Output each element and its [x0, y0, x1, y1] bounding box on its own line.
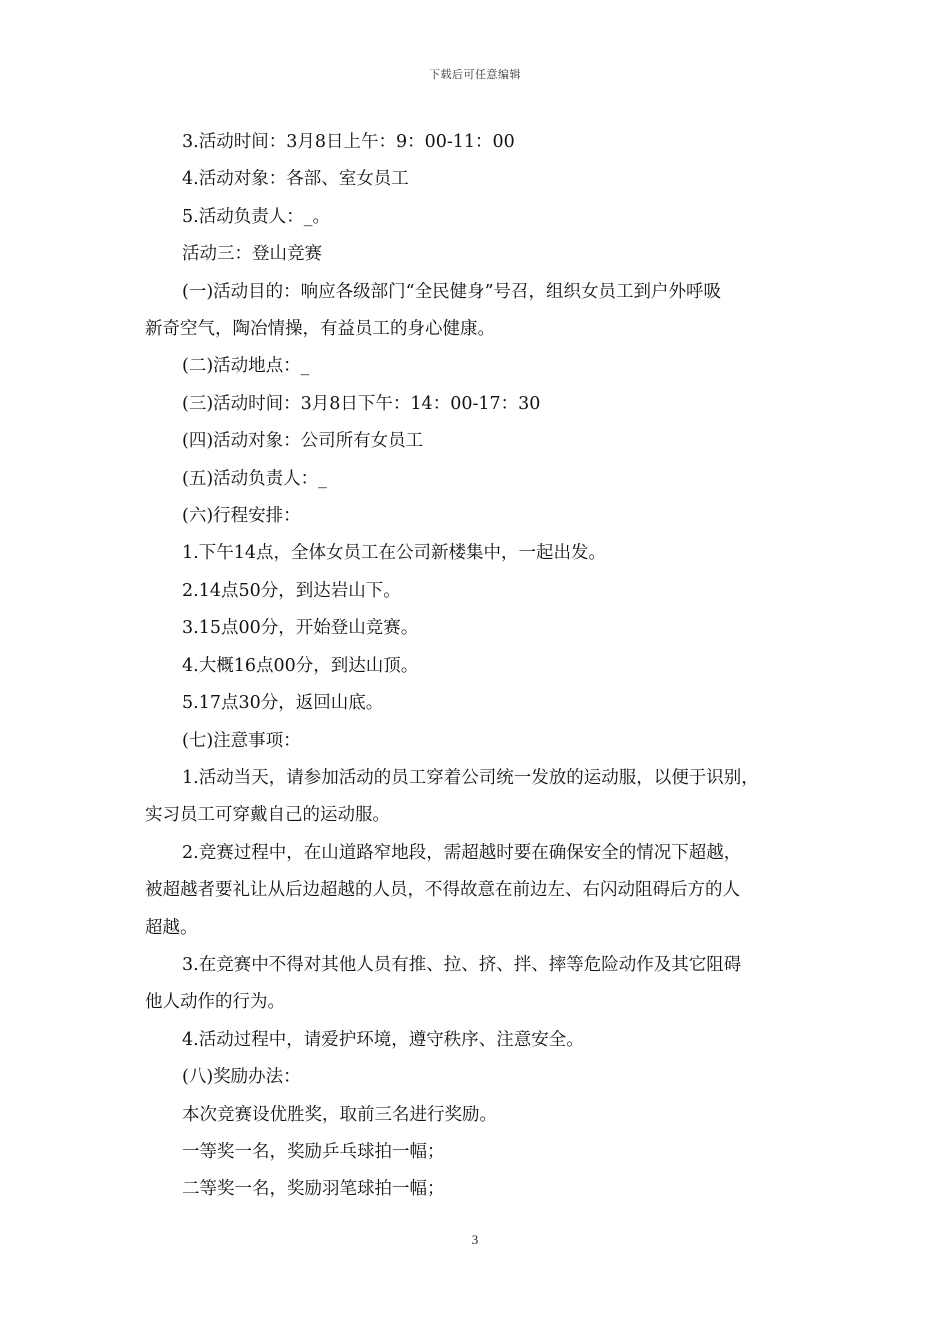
list-item: 3.15点00分，开始登山竞赛。	[182, 618, 419, 639]
list-item: 2.竞赛过程中，在山道路窄地段，需超越时要在确保安全的情况下超越，	[182, 842, 742, 863]
text-line: (五)活动负责人：_	[182, 468, 327, 489]
text-line: 4.活动对象：各部、室女员工	[182, 169, 409, 190]
text-line: (七)注意事项：	[182, 730, 301, 751]
list-item: 4.活动过程中，请爱护环境，遵守秩序、注意安全。	[182, 1029, 584, 1050]
text-line: (六)行程安排：	[182, 506, 301, 527]
list-item: 3.在竞赛中不得对其他人员有推、拉、挤、拌、摔等危险动作及其它阻碍	[182, 954, 742, 975]
document-body	[145, 124, 825, 1209]
text-line: 超越。	[145, 917, 198, 938]
text-line: 他人动作的行为。	[145, 992, 285, 1013]
text-line: (四)活动对象：公司所有女员工	[182, 431, 424, 452]
text-line: 5.活动负责人：_。	[182, 206, 330, 227]
text-line: 实习员工可穿戴自己的运动服。	[145, 805, 390, 826]
text-line: (三)活动时间：3月8日下午：14：00-17：30	[182, 393, 541, 414]
text-line: (二)活动地点：_	[182, 356, 310, 377]
list-item: 4.大概16点00分，到达山顶。	[182, 655, 419, 676]
text-line: 本次竞赛设优胜奖，取前三名进行奖励。	[182, 1104, 497, 1125]
page-number: 3	[471, 1232, 479, 1247]
list-item: 5.17点30分，返回山底。	[182, 693, 384, 714]
text-line: 3.活动时间：3月8日上午：9：00-11：00	[182, 132, 515, 152]
text-line: 被超越者要礼让从后边超越的人员，不得故意在前边左、右闪动阻碍后方的人	[145, 880, 740, 901]
text-line: 新奇空气，陶冶情操，有益员工的身心健康。	[145, 319, 495, 340]
text-line: 二等奖一名，奖励羽笔球拍一幅；	[182, 1179, 445, 1200]
text-line: (一)活动目的：响应各级部门“全民健身”号召，组织女员工到户外呼吸	[182, 281, 722, 302]
list-item: 1.活动当天，请参加活动的员工穿着公司统一发放的运动服，以便于识别，	[182, 767, 759, 788]
page-header: 下载后可任意编辑	[429, 68, 521, 81]
section-heading: 活动三：登山竞赛	[182, 244, 322, 265]
text-line: (八)奖励办法：	[182, 1067, 301, 1088]
text-line: 一等奖一名，奖励乒乓球拍一幅；	[182, 1141, 445, 1162]
list-item: 1.下午14点，全体女员工在公司新楼集中，一起出发。	[182, 543, 606, 564]
list-item: 2.14点50分，到达岩山下。	[182, 580, 401, 601]
